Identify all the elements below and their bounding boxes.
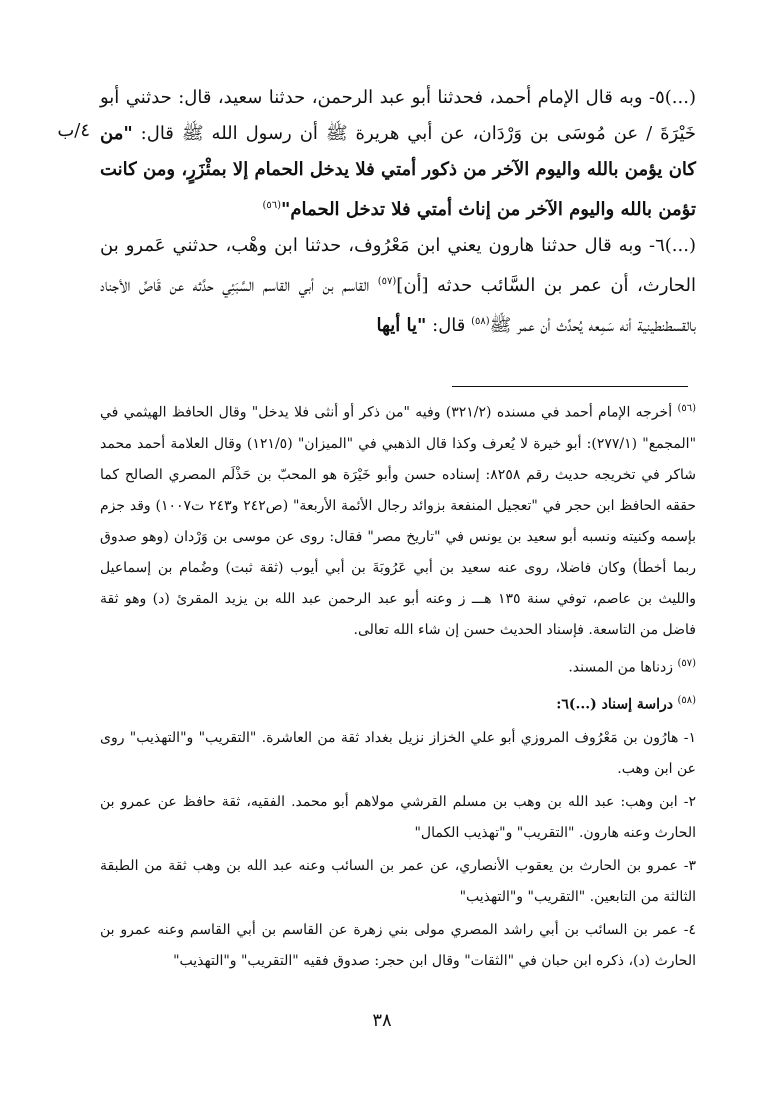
footnote-item-2: ٢- ابن وهب: عبد الله بن وهب بن مسلم القرشي مولاهم أبو محمد. الفقيه، ثقة حافظ عن عمرو بن الحارث وعنه هارون. "التقريب" و"تهذيب الكمال" (100, 793, 696, 841)
footnotes (100, 393, 696, 979)
footnote-56: $^{(٥٦)}$ أخرجه الإمام أحمد في مسنده (٣٢١/٢) وفيه "من ذكر أو أنثى فلا يدخل" وقال الحافظ الهيثمي في "المجمع" (٢٧٧/١): أبو خيرة لا يُعرف وكذا قال الذهبي في "الميزان" (١٢١/٥) وقال العلامة أحمد محمد شاكر في تخريجه حديث رقم ٨٢٥٨: إسناده حسن وأبو خَيْرَة هو المحبّ بن حَذْلَم المصري الصالح كما حققه الحافظ ابن حجر في "تعجيل المنفعة بزوائد رجال الأئمة الأربعة" (ص٢٤٢ و٢٤٣ ت١٠٠٧) وقد جزم بإسمه وكنيته ونسبه أبو سعيد بن يونس في "تاريخ مصر" فقال: روى عن موسى بن وَرْدان (وهو صدوق ربما أخطأ) وكان فاضلا، روى عنه سعيد بن أبي عَرُوبَةَ بن أبي أيوب (ثقة ثبت) وضُمام بن إسماعيل والليث بن عاصم، توفي سنة ١٣٥ هـــ ز وعنه أبو عبد الرحمن عبد الله بن يزيد المقرئ (د) وهو ثقة فاضل من التاسعة. فإسناد الحديث حسن إن شاء الله تعالى. (100, 403, 697, 638)
margin-folio-note: ٤/ب (57, 120, 90, 141)
footnote-item-3: ٣- عمرو بن الحارث بن يعقوب الأنصاري، عن عمر بن السائب وعنه عبد الله بن وهب ثقة من الطبقة الثالثة من التابعين. "التقريب" و"التهذيب" (100, 857, 696, 905)
hadith-paragraph-6: (...)٦- وبه قال حدثنا هارون يعني ابن مَعْرُوف، حدثنا ابن وهْب، حدثني عَمرو بن الحارث، أن عمر بن السَّائب حدثه [أن]$^{(٥٧)}$ القاسم بن أبي القاسم السَّبَئِي حدَّثه عن قَاصِّ الأجناد بالقسطنطينية أنه سَمِعه يُحدِّث أن عمر ﷺ$^{(٥٨)}$ قال: "يا أيها (100, 235, 696, 336)
main-text (100, 80, 696, 344)
footnote-item-1: ١- هارُون بن مَعْرُوف المروزي أبو علي الخزاز نزيل بغداد ثقة من العاشرة. "التقريب" و"التهذيب" روى عن ابن وهب. (100, 729, 696, 777)
footnote-divider (452, 386, 688, 387)
hadith-paragraph-5: (...)٥- وبه قال الإمام أحمد، فحدثنا أبو عبد الرحمن، حدثنا سعيد، قال: حدثني أبو خَيْرَةَ / عن مُوسَى بن وَرْدَان، عن أبي هريرة ﷺ أن رسول الله ﷺ قال: "من كان يؤمن بالله واليوم الآخر من ذكور أمتي فلا يدخل الحمام إلا بمئْزَرٍ، ومن كانت تؤمن بالله واليوم الآخر من إناث أمتي فلا تدخل الحمام"$^{(٥٦)}$ (100, 87, 696, 220)
footnote-58: $^{(٥٨)}$ دراسة إسناد (...)٦: (556, 695, 696, 713)
footnote-57: $^{(٥٧)}$ زدناها من المسند. (568, 657, 696, 676)
page-number: ٣٨ (372, 1010, 392, 1031)
footnote-item-4: ٤- عمر بن السائب بن أبي راشد المصري مولى بني زهرة عن القاسم بن أبي القاسم وعنه عمرو بن الحارث (د)، ذكره ابن حبان في "الثقات" وقال ابن حجر: صدوق فقيه "التقريب" و"التهذيب" (100, 921, 696, 969)
